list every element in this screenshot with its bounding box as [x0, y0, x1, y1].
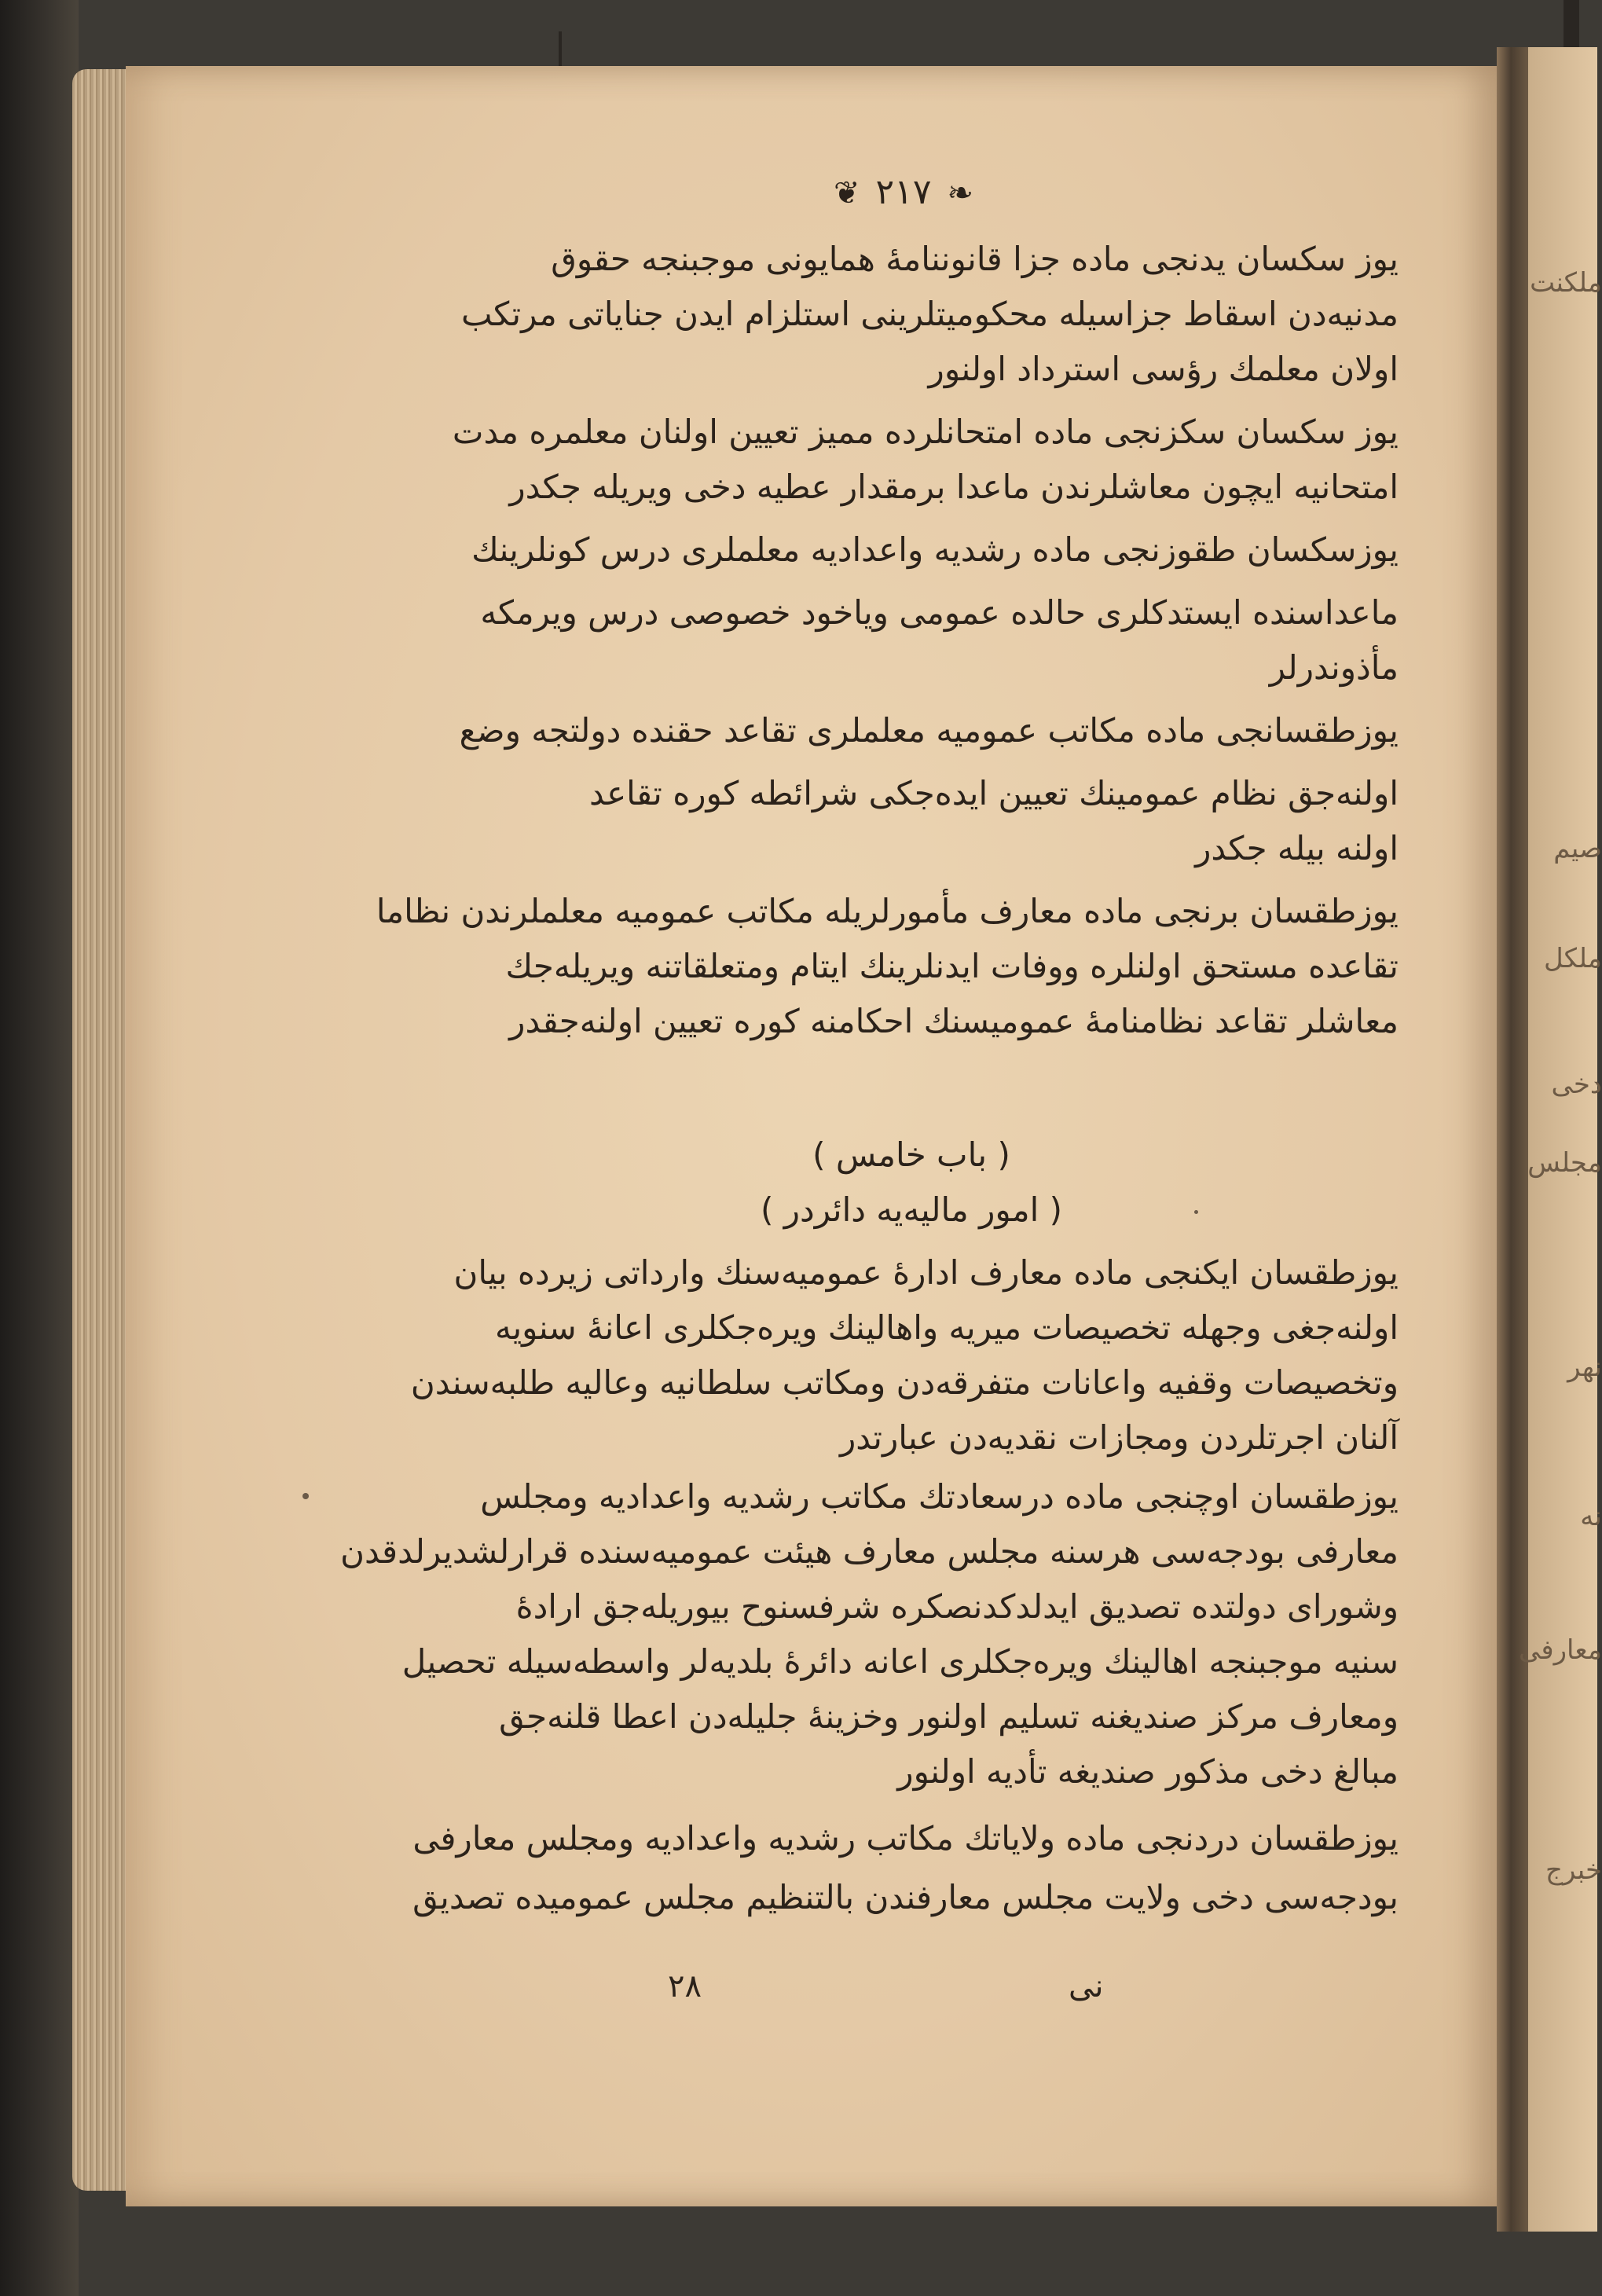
- ornament-left: ❦: [834, 175, 860, 211]
- text-line: اولنه بیله جکدر: [1195, 829, 1399, 867]
- text-line: امتحانیه ایچون معاشلرندن ماعدا برمقدار عطیه دخی ویریله جکدر: [509, 468, 1399, 506]
- text-line: یوزسکسان طقوزنجی ماده رشدیه واعدادیه معلملری درس کونلرینك: [471, 530, 1399, 569]
- paper-speck: [1194, 1210, 1198, 1214]
- text-line: وشورای دولتده تصدیق ایدلدکدنصکره شرفسنوح بیوریله‌جق ارادهٔ: [515, 1587, 1399, 1626]
- text-line: یوزطقسان دردنجی ماده ولایاتك مکاتب رشدیه واعدادیه ومجلس معارفی: [412, 1819, 1399, 1858]
- text-line: وتخصیصات وقفیه واعانات متفرقه‌دن ومکاتب سلطانیه وعالیه طلبه‌سندن: [410, 1363, 1399, 1402]
- facing-page-text: نه: [1580, 1501, 1602, 1532]
- section-subtitle: ( امور مالیه‌یه دائردر ): [760, 1190, 1063, 1229]
- text-line: آلنان اجرتلردن ومجازات نقدیه‌دن عبارتدر: [839, 1418, 1399, 1457]
- text-line: یوزطقسان ایکنجی ماده معارف ادارهٔ عمومیه‌سنك وارداتی زیرده بیان: [453, 1253, 1399, 1292]
- book-gutter: [1497, 47, 1528, 2232]
- text-line: یوزطقسانجی ماده مکاتب عمومیه معلملری تقاعد حقنده دولتجه وضع: [459, 711, 1399, 750]
- facing-page-text: خبرج: [1545, 1854, 1602, 1886]
- text-line: اولان معلمك رؤسی استرداد اولنور: [928, 350, 1399, 388]
- text-line: سنیه موجبنجه اهالینك ویره‌جکلری اعانه دائرهٔ بلدیه‌لر واسطه‌سیله تحصیل: [401, 1642, 1399, 1681]
- facing-page-text: صیم: [1553, 833, 1602, 864]
- top-marker: [559, 31, 562, 68]
- book-cover-edge: [0, 0, 79, 2296]
- text-line: یوز سکسان یدنجی ماده جزا قانوننامهٔ همایونی موجبنجه حقوق: [551, 240, 1399, 278]
- facing-page-text: ملکل: [1544, 943, 1602, 974]
- text-line: مبالغ دخی مذکور صندیغه تأدیه اولنور: [897, 1752, 1399, 1791]
- right-clip: [1564, 0, 1579, 47]
- facing-page-text: ملکنت: [1530, 267, 1602, 299]
- page-stack-edges: [72, 69, 134, 2191]
- text-line: یوزطقسان برنجی ماده معارف مأمورلریله مکاتب عمومیه معلملرندن نظاما: [376, 892, 1399, 930]
- text-line: معاشلر تقاعد نظامنامهٔ عمومیسنك احکامنه کوره تعیین اولنه‌جقدر: [509, 1002, 1399, 1040]
- text-line: تقاعده مستحق اولنلره ووفات ایدنلرینك ایتام ومتعلقاتنه ویریله‌جك: [505, 947, 1399, 985]
- text-line: بودجه‌سی دخی ولایت مجلس معارفندن بالتنظیم مجلس عمومیده تصدیق: [412, 1878, 1399, 1916]
- paper-speck: [302, 1493, 309, 1499]
- text-line: مدنیه‌دن اسقاط جزاسیله محکومیتلرینی استلزام ایدن جنایاتی مرتکب: [460, 295, 1399, 333]
- section-title: ( باب خامس ): [812, 1135, 1010, 1174]
- signature-mark: نی: [1069, 1968, 1104, 2004]
- text-line: ماعداسنده ایستدکلری حالده عمومی ویاخود خصوصی درس ویرمکه: [480, 593, 1399, 632]
- text-line: اولنه‌جغی وجهله تخصیصات میریه واهالینك ویره‌جکلری اعانهٔ سنویه: [494, 1308, 1399, 1347]
- text-line: مأذوندرلر: [1269, 648, 1399, 687]
- text-line: ومعارف مرکز صندیغنه تسلیم اولنور وخزینهٔ جلیله‌دن اعطا قلنه‌جق: [499, 1697, 1399, 1736]
- facing-page-text: دخی: [1551, 1069, 1602, 1100]
- facing-page-text: نهر: [1567, 1352, 1602, 1383]
- ornament-right: ❧: [947, 175, 973, 211]
- text-line: یوزطقسان اوچنجی ماده درسعادتك مکاتب رشدیه واعدادیه ومجلس: [480, 1477, 1399, 1516]
- facing-page-text: معارفی: [1519, 1634, 1602, 1666]
- facing-page-text: مجلس: [1527, 1147, 1602, 1179]
- facing-page-fragment: [1519, 47, 1602, 2232]
- page-number: ٢١٧: [875, 172, 932, 212]
- text-line: یوز سکسان سکزنجی ماده امتحانلرده ممیز تعیین اولنان معلمره مدت: [452, 413, 1399, 451]
- signature-number: ٢٨: [668, 1968, 702, 2004]
- text-line: معارفی بودجه‌سی هرسنه مجلس معارف هیئت عمومیه‌سنده قرارلشدیرلدقدن: [340, 1532, 1399, 1571]
- page-number-header: [801, 169, 1006, 216]
- text-line: اولنه‌جق نظام عمومینك تعیین ایده‌جکی شرائطه کوره تقاعد: [589, 774, 1399, 812]
